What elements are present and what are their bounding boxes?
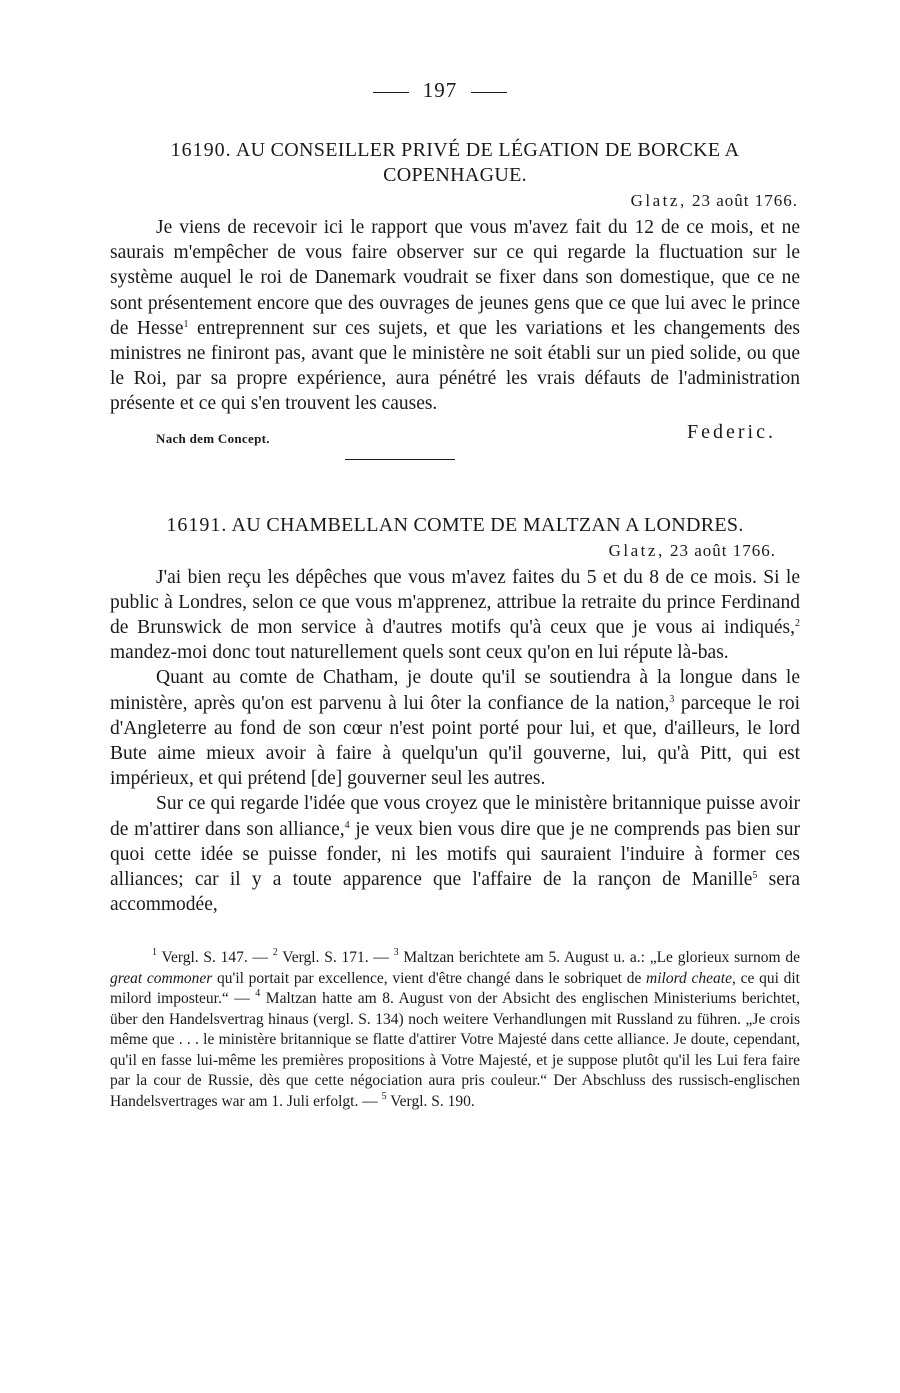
text-run: sera accommodée, — [110, 869, 800, 916]
footnote-text: Vergl. S. 171. — — [277, 949, 394, 967]
text-run: je veux bien vous dire que je ne comprends pas bien sur quoi cette idée se puisse fonder, ni les motifs qui sauraient l'induire à former ces alliances; car il y a toute apparence que l'affaire de la rançon de Manille — [110, 818, 800, 891]
footnote-ref: 1 — [183, 318, 189, 330]
text-run: Sur ce qui regarde l'idée que vous croyez que le ministère britannique puisse avoir de m'attirer dans son alliance, — [110, 793, 800, 840]
footnote-number: 4 — [255, 988, 261, 1000]
header-rule-left — [373, 92, 409, 93]
book-page — [110, 78, 800, 1112]
text-run: Quant au comte de Chatham, je doute qu'il se soutiendra à la longue dans le ministère, après qu'on est parvenu à lui ôter la confiance de la nation, — [110, 667, 800, 714]
paragraph — [110, 215, 800, 417]
text-run: parceque le roi d'Angleterre au fond de son cœur n'est point porté pour lui, et que, d'ailleurs, le lord Bute aime mieux avoir à faire à quelqu'un qu'il gouverne, lui, qu'à Pitt, qui est impérieux, et qui prétend [de] gouverner seul les autres. — [110, 692, 800, 790]
dateline-place: Glatz, — [608, 540, 665, 560]
text-run: Je viens de recevoir ici le rapport que vous m'avez fait du 12 de ce mois, et ne saurais m'empêcher de vous faire observer sur ce qui regarde la fluctuation sur le système auquel le roi de Danemark voudrait se fixer dans son domestique, que ce ne sont présentement encore que des ouvrages de jeunes gens que ce que lui avec le prince de Hesse — [110, 217, 800, 339]
footnote-ref: 3 — [669, 693, 675, 705]
source-note: Nach dem Concept. — [156, 430, 270, 446]
letter-number: 16190. — [170, 139, 232, 161]
dateline — [110, 191, 800, 211]
footnote-ref: 2 — [795, 618, 800, 630]
footnote-number: 2 — [272, 947, 278, 959]
header-rule-right — [471, 92, 507, 93]
letter-number: 16191. — [166, 513, 228, 536]
text-run: J'ai bien reçu les dépêches que vous m'avez faites du 5 et du 8 de ce mois. Si le public à Londres, selon ce que vous m'apprenez, attribue la retraite du prince Ferdinand de Brunswick de mon service à d'autres motifs qu'à ceux que je vous ai indiqués, — [110, 566, 800, 639]
footnote-text: qu'il portait par excellence, vient d'être changé dans le sobriquet de — [212, 969, 647, 987]
dateline — [110, 541, 800, 561]
letter-title: AU CONSEILLER PRIVÉ DE LÉGATION DE BORCKE A COPENHAGUE. — [235, 139, 740, 186]
footnote-ref: 4 — [344, 819, 350, 831]
footnote-text: Maltzan berichtete am 5. August u. a.: „Le glorieux surnom de — [398, 949, 800, 967]
letter-title: AU CHAMBELLAN COMTE DE MALTZAN A LONDRES. — [231, 513, 744, 536]
text-run: mandez-moi donc tout naturellement quels sont ceux qu'on en lui répute là-bas. — [110, 642, 729, 664]
footnote-text: Maltzan hatte am 8. August von der Absicht des englischen Ministeriums berichtet, über den Handelsvertrag hinaus (vergl. S. 134) noch weitere Verhandlungen mit Russland zu führen. „Je crois même que . . . le ministère britannique se flatte d'attirer Votre Majesté dans cette alliance. Je doute, cependant, qu'il en fasse lui-même les premières propositions à Votre Majesté, et je suppose plutôt qu'il les Lui fera faire par la cour de Russie, dès que cette négociation aura pris couleur.“ Der Abschluss des russisch-englischen Handelsvertrages war am 1. Juli erfolgt. — — [110, 990, 800, 1110]
letter-heading — [110, 138, 800, 188]
footnote-number: 5 — [381, 1090, 387, 1102]
dateline-place: Glatz, — [630, 191, 687, 210]
signature: Federic. — [687, 420, 776, 443]
footnotes — [110, 948, 800, 1112]
letter-body — [110, 215, 800, 417]
signature-row — [110, 419, 800, 449]
paragraph — [110, 665, 800, 791]
footnote-text: , ce qui dit milord imposteur.“ — — [110, 969, 800, 1008]
dateline-date: 23 août 1766. — [669, 540, 776, 560]
letter-body — [110, 565, 800, 918]
page-number: 197 — [422, 78, 458, 102]
dateline-date: 23 août 1766. — [691, 191, 798, 210]
text-run: entreprennent sur ces sujets, et que les variations et les changements des ministres ne finiront pas, avant que le ministère ne soit établi sur un pied solide, ou que le Roi, par sa propre expérience, aura pénétré les vrais défauts de l'administration présente et ce qui s'en trouvent les causes. — [110, 317, 800, 415]
section-divider — [345, 459, 455, 460]
footnote-italic: great commoner — [110, 969, 213, 987]
paragraph — [110, 565, 800, 666]
footnote-italic: milord cheate — [646, 969, 732, 987]
running-header — [80, 78, 800, 103]
letter-heading — [110, 513, 800, 538]
footnote-ref: 5 — [752, 870, 758, 882]
footnote-text: Vergl. S. 190. — [386, 1092, 475, 1110]
footnote-number: 1 — [152, 947, 157, 959]
paragraph — [110, 791, 800, 917]
footnote-text: Vergl. S. 147. — — [157, 949, 273, 967]
footnote-number: 3 — [393, 947, 399, 959]
